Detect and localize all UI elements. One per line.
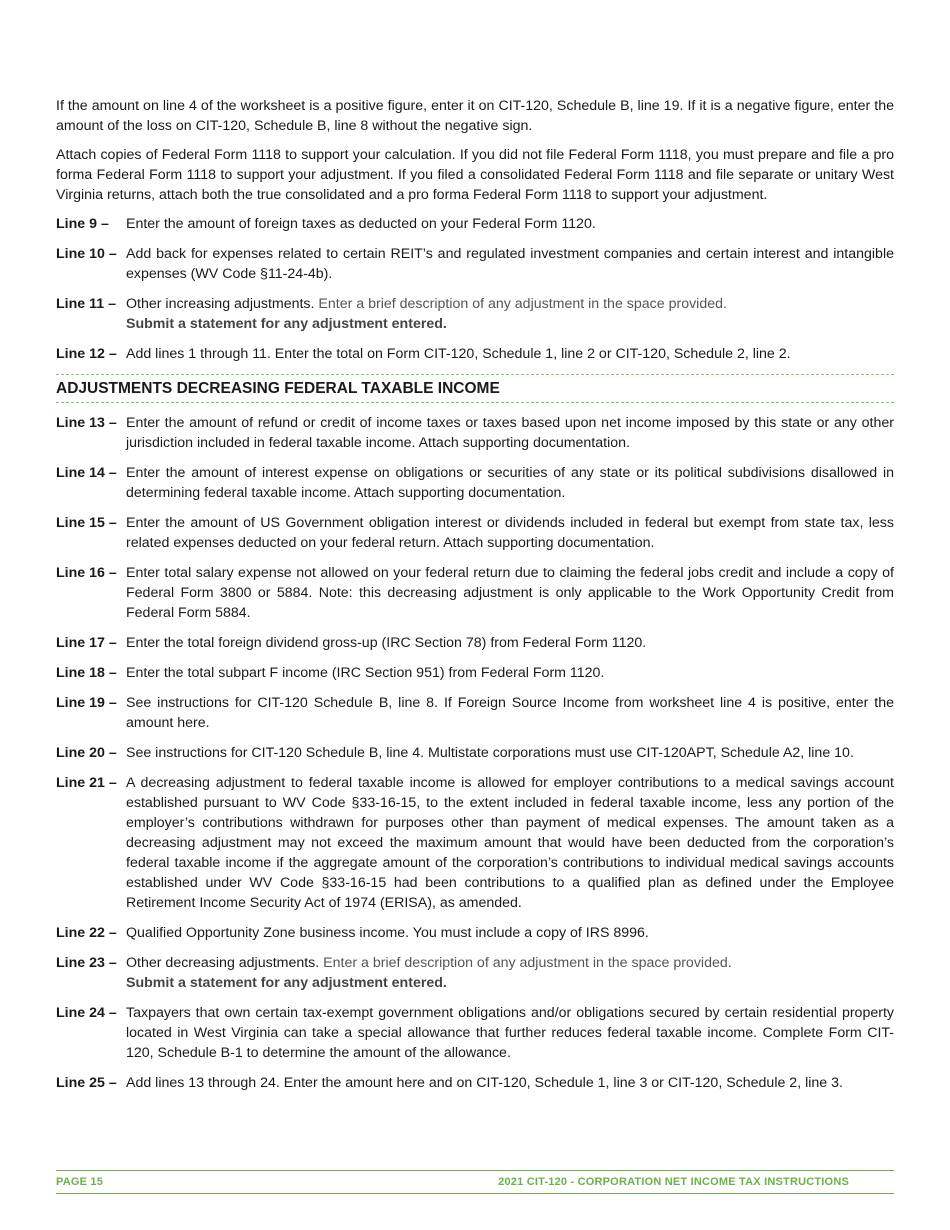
line-dash: –: [108, 695, 117, 711]
line-label: [56, 1073, 126, 1093]
line-statement-note: Submit a statement for any adjustment entered.: [126, 975, 447, 991]
line-dash: –: [108, 955, 117, 971]
line-number: Line 23: [56, 955, 105, 971]
line-description: [126, 563, 894, 623]
line-description: [126, 923, 894, 943]
line-number: Line 10: [56, 246, 105, 262]
line-item: [56, 743, 894, 763]
line-text: Add lines 13 through 24. Enter the amount here and on CIT-120, Schedule 1, line 3 or CIT-120, Schedule 2, line 3.: [126, 1075, 843, 1091]
line-text: Enter the amount of interest expense on obligations or securities of any state or its political subdivisions disallowed in determining federal taxable income. Attach supporting documentation.: [126, 465, 894, 501]
line-description: [126, 1003, 894, 1063]
line-number: Line 11: [56, 296, 105, 312]
line-number: Line 25: [56, 1075, 105, 1091]
line-number: Line 24: [56, 1005, 105, 1021]
page-content: [56, 96, 894, 1103]
line-number: Line 14: [56, 465, 105, 481]
line-text: Qualified Opportunity Zone business income. You must include a copy of IRS 8996.: [126, 925, 649, 941]
line-text: Enter total salary expense not allowed on your federal return due to claiming the federal jobs credit and include a copy of Federal Form 3800 or 5884. Note: this decreasing adjustment is only applicable to the Work Opportunity Credit from Federal Form 5884.: [126, 565, 894, 621]
line-description: [126, 743, 894, 763]
line-dash: –: [108, 635, 117, 651]
line-item: [56, 513, 894, 553]
line-number: Line 13: [56, 415, 105, 431]
line-label: [56, 1003, 126, 1063]
line-label: [56, 413, 126, 453]
line-description: [126, 294, 894, 334]
line-dash: –: [108, 346, 117, 362]
line-label: [56, 563, 126, 623]
line-dash: –: [108, 465, 117, 481]
line-number: Line 12: [56, 346, 105, 362]
line-dash: –: [108, 775, 117, 791]
line-dash: –: [108, 1005, 117, 1021]
line-hint-text: Enter a brief description of any adjustment in the space provided.: [314, 296, 727, 312]
line-text: Enter the total subpart F income (IRC Section 951) from Federal Form 1120.: [126, 665, 605, 681]
line-item: [56, 693, 894, 733]
line-item: [56, 1003, 894, 1063]
line-item: [56, 563, 894, 623]
line-label: [56, 923, 126, 943]
line-label: [56, 294, 126, 334]
line-item: [56, 214, 894, 234]
line-dash: –: [100, 216, 109, 232]
line-dash: –: [108, 565, 117, 581]
line-label: [56, 513, 126, 553]
page-footer: [56, 1170, 894, 1194]
line-text: A decreasing adjustment to federal taxable income is allowed for employer contributions to a medical savings account established pursuant to WV Code §33-16-15, to the extent included in federal taxable income, less any portion of the employer’s contributions withdrawn for purposes other than payment of medical expenses. The amount taken as a decreasing adjustment may not exceed the maximum amount that would have been deducted from the corporation’s federal taxable income if the aggregate amount of the corporation’s contributions to individual medical savings accounts established under WV Code §33-16-15 had been contributions to a qualified plan as defined under the Employee Retirement Income Security Act of 1974 (ERISA), as amended.: [126, 775, 894, 911]
line-item: [56, 923, 894, 943]
line-label: [56, 463, 126, 503]
line-text: Enter the amount of US Government obligation interest or dividends included in federal but exempt from state tax, less related expenses deducted on your federal return. Attach supporting documentation.: [126, 515, 894, 551]
line-item: [56, 1073, 894, 1093]
line-text: Add lines 1 through 11. Enter the total on Form CIT-120, Schedule 1, line 2 or CIT-120, Schedule 2, line 2.: [126, 346, 791, 362]
line-item: [56, 633, 894, 653]
line-dash: –: [108, 415, 117, 431]
line-dash: –: [108, 665, 117, 681]
line-number: Line 19: [56, 695, 105, 711]
line-text: Other decreasing adjustments.: [126, 955, 320, 971]
footer-page-number: PAGE 15: [56, 1176, 104, 1188]
line-label: [56, 633, 126, 653]
line-text: See instructions for CIT-120 Schedule B, line 4. Multistate corporations must use CIT-120APT, Schedule A2, line 10.: [126, 745, 854, 761]
line-item: [56, 953, 894, 993]
line-item: [56, 463, 894, 503]
line-item: [56, 344, 894, 364]
line-description: [126, 513, 894, 553]
line-description: [126, 1073, 894, 1093]
line-hint-text: Enter a brief description of any adjustment in the space provided.: [319, 955, 732, 971]
line-description: [126, 773, 894, 913]
section-heading: ADJUSTMENTS DECREASING FEDERAL TAXABLE INCOME: [56, 374, 894, 403]
line-description: [126, 344, 894, 364]
line-dash: –: [108, 745, 117, 761]
line-number: Line 9: [56, 216, 97, 232]
line-number: Line 17: [56, 635, 105, 651]
line-description: [126, 663, 894, 683]
line-dash: –: [108, 1075, 117, 1091]
line-label: [56, 663, 126, 683]
line-number: Line 16: [56, 565, 105, 581]
line-item: [56, 244, 894, 284]
decreasing-lines-list: [56, 413, 894, 1093]
line-description: [126, 953, 894, 993]
line-number: Line 20: [56, 745, 105, 761]
line-dash: –: [108, 296, 116, 312]
line-label: [56, 773, 126, 913]
line-number: Line 22: [56, 925, 105, 941]
line-item: [56, 773, 894, 913]
line-label: [56, 953, 126, 993]
line-text: Taxpayers that own certain tax-exempt government obligations and/or obligations secured by certain residential property located in West Virginia can take a special allowance that further reduces federal taxable income. Complete Form CIT-120, Schedule B-1 to determine the amount of the allowance.: [126, 1005, 894, 1061]
line-description: [126, 633, 894, 653]
line-label: [56, 214, 126, 234]
line-text: See instructions for CIT-120 Schedule B, line 8. If Foreign Source Income from worksheet line 4 is positive, enter the amount here.: [126, 695, 894, 731]
line-item: [56, 413, 894, 453]
line-dash: –: [108, 246, 117, 262]
line-description: [126, 244, 894, 284]
line-text: Add back for expenses related to certain REIT’s and regulated investment companies and certain interest and intangible expenses (WV Code §11-24-4b).: [126, 246, 894, 282]
line-statement-note: Submit a statement for any adjustment entered.: [126, 316, 447, 332]
line-item: [56, 663, 894, 683]
line-number: Line 15: [56, 515, 105, 531]
intro-paragraph-1: If the amount on line 4 of the worksheet is a positive figure, enter it on CIT-120, Schedule B, line 19. If it is a negative figure, enter the amount of the loss on CIT-120, Schedule B, line 8 without the negative sign.: [56, 98, 894, 134]
line-label: [56, 743, 126, 763]
line-dash: –: [108, 925, 117, 941]
line-label: [56, 693, 126, 733]
line-description: [126, 214, 894, 234]
line-text: Enter the amount of foreign taxes as deducted on your Federal Form 1120.: [126, 216, 596, 232]
line-label: [56, 244, 126, 284]
line-dash: –: [108, 515, 117, 531]
line-label: [56, 344, 126, 364]
line-description: [126, 413, 894, 453]
intro-paragraph-2: Attach copies of Federal Form 1118 to support your calculation. If you did not file Federal Form 1118, you must prepare and file a pro forma Federal Form 1118 to support your adjustment. If you filed a consolidated Federal Form 1118 and file separate or unitary West Virginia returns, attach both the true consolidated and a pro forma Federal Form 1118 to support your adjustment.: [56, 147, 894, 203]
line-item: [56, 294, 894, 334]
line-text: Other increasing adjustments.: [126, 296, 315, 312]
line-number: Line 21: [56, 775, 105, 791]
line-number: Line 18: [56, 665, 105, 681]
line-description: [126, 693, 894, 733]
line-text: Enter the total foreign dividend gross-up (IRC Section 78) from Federal Form 1120.: [126, 635, 647, 651]
line-description: [126, 463, 894, 503]
footer-document-title: 2021 CIT-120 - CORPORATION NET INCOME TAX INSTRUCTIONS: [498, 1176, 849, 1188]
increasing-lines-list: [56, 214, 894, 364]
line-text: Enter the amount of refund or credit of income taxes or taxes based upon net income imposed by this state or any other jurisdiction included in federal taxable income. Attach supporting documentation.: [126, 415, 894, 451]
